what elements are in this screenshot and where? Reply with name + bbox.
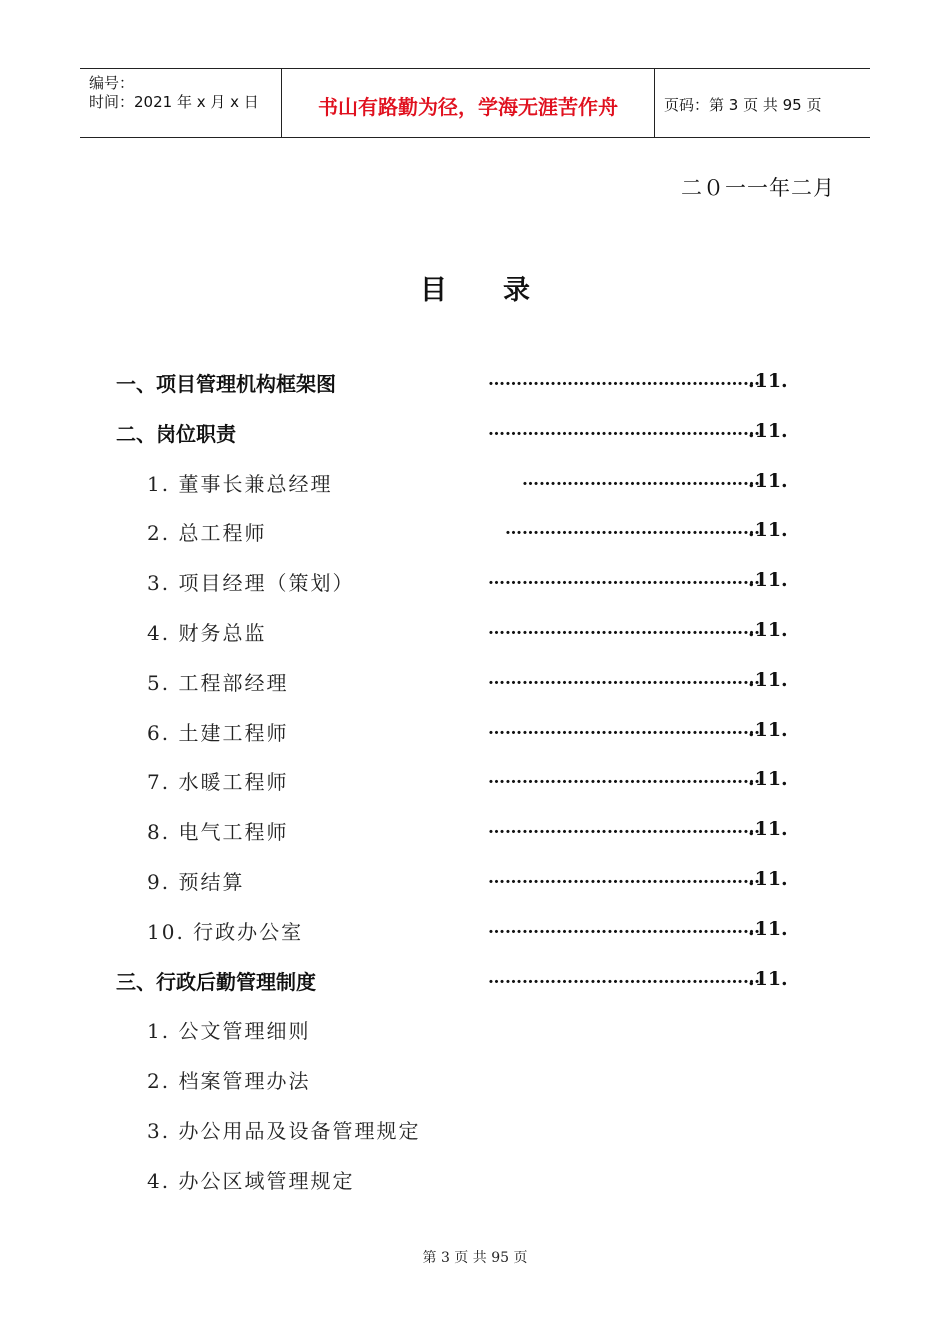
toc-entry[interactable] <box>0 559 950 599</box>
toc-entry-page-number: .11. <box>748 370 788 392</box>
header-page-info: 页码：第 3 页 共 95 页 <box>664 96 822 114</box>
toc-entry[interactable] <box>0 1157 950 1197</box>
toc-entry[interactable] <box>0 1007 950 1047</box>
toc-entry-leader-dots: ………………………………………… <box>488 768 760 789</box>
toc-entry[interactable] <box>0 609 950 649</box>
toc-entry-label: 2. 档案管理办法 <box>147 1069 311 1094</box>
toc-entry-label: 1. 公文管理细则 <box>147 1019 311 1044</box>
toc-entry-label: 5. 工程部经理 <box>147 670 289 695</box>
toc-entry[interactable] <box>0 858 950 898</box>
header-meta-cell <box>80 69 282 137</box>
toc-entry-page-number: .11. <box>748 668 788 691</box>
toc-entry-leader-dots: ………………………………………… <box>488 818 760 839</box>
toc-entry-label: 三、行政后勤管理制度 <box>116 969 316 994</box>
document-date: 二０一一年二月 <box>681 176 835 200</box>
toc-entry-leader-dots: ………………………………………… <box>488 967 760 988</box>
toc-entry-label: 6. 土建工程师 <box>147 720 289 745</box>
toc-entry[interactable] <box>0 410 950 450</box>
toc-entry-page-number: .11. <box>748 469 788 492</box>
toc-entry[interactable] <box>0 360 950 400</box>
toc-title-char-1: 目 <box>420 275 447 306</box>
toc-entry-leader-dots: ………………………………………… <box>488 569 760 590</box>
toc-entry-label: 2. 总工程师 <box>147 521 267 546</box>
toc-title-char-2: 录 <box>503 275 530 306</box>
toc-entry[interactable] <box>0 1057 950 1097</box>
toc-entry-page-number: .11. <box>748 419 788 442</box>
toc-entry-page-number: .11. <box>748 818 788 841</box>
toc-entry-page-number: .11. <box>748 619 788 641</box>
toc-entry-page-number: .11. <box>748 967 788 990</box>
toc-entry-label: 二、岗位职责 <box>116 421 236 446</box>
toc-entry-page-number: .11. <box>748 868 788 890</box>
toc-entry-leader-dots: ………………………………………… <box>488 619 760 639</box>
toc-entry-label: 3. 项目经理（策划） <box>147 571 355 596</box>
toc-entry[interactable] <box>0 659 950 699</box>
page-footer: 第 3 页 共 95 页 <box>422 1250 528 1266</box>
toc-entry-leader-dots: ………………………………………… <box>488 668 760 689</box>
toc-entry-label: 1. 董事长兼总经理 <box>147 471 333 496</box>
toc-entry-leader-dots: ……………………………………… <box>505 519 760 540</box>
toc-entry-label: 一、项目管理机构框架图 <box>116 372 336 396</box>
toc-entry-page-number: .11. <box>748 768 788 791</box>
document-header-table <box>80 68 870 138</box>
toc-entry-label: 4. 办公区域管理规定 <box>147 1168 355 1193</box>
document-time-label: 时间：2021 年 x 月 x 日 <box>89 93 259 111</box>
toc-entry[interactable] <box>0 509 950 549</box>
toc-entry-leader-dots: ………………………………………… <box>488 419 760 440</box>
toc-entry-leader-dots: ………………………………………… <box>488 370 760 390</box>
toc-entry-label: 8. 电气工程师 <box>147 820 289 845</box>
toc-entry-page-number: .11. <box>748 569 788 592</box>
toc-entry-label: 7. 水暖工程师 <box>147 770 289 795</box>
toc-entry-label: 3. 办公用品及设备管理规定 <box>147 1119 421 1143</box>
header-page-cell <box>655 69 870 137</box>
toc-entry-page-number: .11. <box>748 519 788 542</box>
toc-entry-label: 4. 财务总监 <box>147 621 267 645</box>
header-slogan: 书山有路勤为径，学海无涯苦作舟 <box>318 95 618 119</box>
toc-entry-label: 10. 行政办公室 <box>147 919 304 944</box>
toc-entry[interactable] <box>0 908 950 948</box>
toc-entry-label: 9. 预结算 <box>147 870 245 894</box>
toc-title <box>0 268 950 307</box>
toc-entry-leader-dots: …………………………………… <box>522 469 760 490</box>
toc-entry[interactable] <box>0 460 950 500</box>
toc-entry-page-number: .11. <box>748 718 788 741</box>
toc-entry[interactable] <box>0 709 950 749</box>
toc-entry[interactable] <box>0 808 950 848</box>
toc-entry-leader-dots: ………………………………………… <box>488 718 760 739</box>
toc-entry-leader-dots: ………………………………………… <box>488 868 760 888</box>
toc-entry-page-number: .11. <box>748 917 788 940</box>
toc-entry-leader-dots: ………………………………………… <box>488 917 760 938</box>
toc-entry[interactable] <box>0 758 950 798</box>
toc-entry[interactable] <box>0 958 950 998</box>
toc-entry[interactable] <box>0 1107 950 1147</box>
document-code-label: 编号： <box>89 74 135 92</box>
header-slogan-cell <box>282 69 655 137</box>
